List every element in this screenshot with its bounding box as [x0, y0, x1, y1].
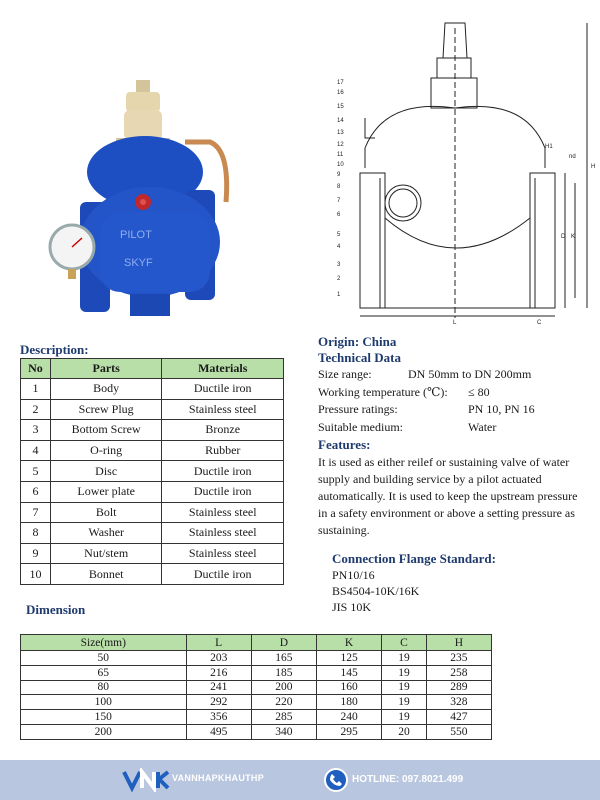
label-12: 12: [337, 142, 344, 148]
cell: 150: [21, 710, 187, 725]
cell: 550: [426, 724, 491, 739]
label-5: 5: [337, 232, 341, 238]
cell: Ductile iron: [162, 564, 284, 585]
parts-table-header: [21, 359, 284, 379]
cell: Ductile iron: [162, 481, 284, 502]
cell: 19: [382, 695, 427, 710]
cell: 50: [21, 651, 187, 666]
dim-H: H: [591, 164, 596, 170]
cell: 19: [382, 665, 427, 680]
col-header-size: Size(mm): [21, 635, 187, 651]
valve-photo: [40, 62, 290, 327]
table-row: [21, 543, 284, 564]
cell: 427: [426, 710, 491, 725]
cell: O-ring: [50, 440, 162, 461]
cell: 241: [186, 680, 251, 695]
dim-H1: H1: [545, 144, 553, 150]
cell: 289: [426, 680, 491, 695]
tech-value: Water: [468, 419, 497, 434]
cell: 165: [251, 651, 316, 666]
cell: Bottom Screw: [50, 420, 162, 441]
label-14: 14: [337, 118, 344, 124]
cell: 8: [21, 523, 51, 544]
cell: 285: [251, 710, 316, 725]
label-13: 13: [337, 130, 344, 136]
brand-name[interactable]: VANNHAPKHAUTHP: [172, 773, 265, 783]
tech-label: Suitable medium:: [318, 419, 403, 434]
features-line: It is used as either reilef or sustaining valve of water: [318, 455, 570, 469]
cell: 20: [382, 724, 427, 739]
cell: Ductile iron: [162, 379, 284, 400]
cell: 258: [426, 665, 491, 680]
label-2: 2: [337, 276, 341, 282]
cell: 295: [316, 724, 381, 739]
label-11: 11: [337, 152, 344, 158]
col-header-no: No: [21, 359, 51, 379]
technical-data: [318, 366, 600, 436]
features-heading: Features:: [318, 437, 371, 452]
label-8: 8: [337, 184, 341, 190]
cell: 356: [186, 710, 251, 725]
table-row: [21, 420, 284, 441]
footer-bar: [0, 760, 600, 800]
connection-item: BS4504-10K/16K: [332, 584, 420, 598]
dim-C: C: [537, 320, 542, 326]
dim-D: D: [561, 234, 566, 240]
cell: Disc: [50, 461, 162, 482]
cell: 5: [21, 461, 51, 482]
technical-drawing: [325, 18, 600, 328]
tech-value: DN 50mm to DN 200mm: [408, 367, 532, 381]
cell: 9: [21, 543, 51, 564]
tech-row: [318, 419, 600, 437]
cell: Stainless steel: [162, 399, 284, 420]
label-16: 16: [337, 90, 344, 96]
origin: Origin: China: [318, 334, 397, 349]
cell: 180: [316, 695, 381, 710]
label-1: 1: [337, 292, 341, 298]
cell: Stainless steel: [162, 502, 284, 523]
table-row: [21, 695, 492, 710]
cell: 1: [21, 379, 51, 400]
features-line: supply and building service by a pilot actuated: [318, 472, 542, 486]
table-row: [21, 710, 492, 725]
tech-value: ≤ 80: [468, 384, 490, 399]
cell: 80: [21, 680, 187, 695]
cell: Stainless steel: [162, 523, 284, 544]
connection-item: PN10/16: [332, 568, 375, 582]
table-row: [21, 564, 284, 585]
col-header-K: K: [316, 635, 381, 651]
body-casting-text-2: SKYF: [124, 257, 153, 269]
cell: 4: [21, 440, 51, 461]
cell: Bonnet: [50, 564, 162, 585]
cell: 340: [251, 724, 316, 739]
table-row: [21, 379, 284, 400]
cell: 216: [186, 665, 251, 680]
label-9: 9: [337, 172, 341, 178]
cell: 65: [21, 665, 187, 680]
cell: Washer: [50, 523, 162, 544]
phone-icon[interactable]: [324, 768, 348, 792]
cell: 292: [186, 695, 251, 710]
cell: Lower plate: [50, 481, 162, 502]
cell: Stainless steel: [162, 543, 284, 564]
table-row: [21, 523, 284, 544]
body-casting-text: PILOT: [120, 229, 152, 241]
cell: 240: [316, 710, 381, 725]
col-header-parts: Parts: [50, 359, 162, 379]
features-line: in a safety environment or above a setting pressure as: [318, 506, 575, 520]
cell: 7: [21, 502, 51, 523]
cell: 10: [21, 564, 51, 585]
label-3: 3: [337, 262, 341, 268]
cell: 6: [21, 481, 51, 502]
cell: 3: [21, 420, 51, 441]
cell: Body: [50, 379, 162, 400]
brand-logo-icon[interactable]: [122, 768, 170, 792]
cell: Bolt: [50, 502, 162, 523]
col-header-H: H: [426, 635, 491, 651]
table-row: [21, 680, 492, 695]
dim-K: K: [571, 234, 576, 240]
label-15: 15: [337, 104, 344, 110]
table-row: [21, 461, 284, 482]
hotline-text[interactable]: HOTLINE: 097.8021.499: [352, 774, 464, 785]
tech-value: PN 10, PN 16: [468, 402, 535, 416]
col-header-C: C: [382, 635, 427, 651]
tech-row: [318, 366, 600, 384]
col-header-D: D: [251, 635, 316, 651]
connection-list: [332, 567, 419, 615]
table-row: [21, 481, 284, 502]
features-line: sustaining.: [318, 523, 370, 537]
label-7: 7: [337, 198, 341, 204]
cell: 220: [251, 695, 316, 710]
cell: 200: [21, 724, 187, 739]
cell: 328: [426, 695, 491, 710]
table-row: [21, 724, 492, 739]
cell: 235: [426, 651, 491, 666]
cell: 160: [316, 680, 381, 695]
connection-item: JIS 10K: [332, 600, 372, 614]
cell: Rubber: [162, 440, 284, 461]
parts-table: [20, 358, 284, 585]
features-line: automatically. It is used to keep the upstream pressure: [318, 489, 578, 503]
cell: 2: [21, 399, 51, 420]
dimension-table-header: [21, 635, 492, 651]
cell: 203: [186, 651, 251, 666]
table-row: [21, 651, 492, 666]
cell: 19: [382, 710, 427, 725]
connection-heading: Connection Flange Standard:: [332, 551, 496, 566]
cell: Nut/stem: [50, 543, 162, 564]
tech-row: [318, 384, 600, 402]
dim-nd: nd: [569, 154, 576, 160]
description-heading: Description:: [20, 342, 89, 357]
features-text: [318, 454, 600, 539]
table-row: [21, 440, 284, 461]
drawing-labels: [337, 80, 595, 326]
dimension-table: [20, 634, 492, 740]
dim-L: L: [453, 320, 457, 326]
label-10: 10: [337, 162, 344, 168]
cell: Ductile iron: [162, 461, 284, 482]
technical-heading: Technical Data: [318, 350, 401, 365]
tech-label: Size range:: [318, 367, 372, 381]
col-header-materials: Materials: [162, 359, 284, 379]
dimension-heading: Dimension: [26, 602, 86, 617]
tech-row: [318, 401, 600, 419]
cell: 145: [316, 665, 381, 680]
cell: Screw Plug: [50, 399, 162, 420]
table-row: [21, 399, 284, 420]
cell: 100: [21, 695, 187, 710]
label-6: 6: [337, 212, 341, 218]
col-header-L: L: [186, 635, 251, 651]
table-row: [21, 502, 284, 523]
label-4: 4: [337, 244, 341, 250]
tech-label: Pressure ratings:: [318, 402, 398, 416]
table-row: [21, 665, 492, 680]
cell: 19: [382, 680, 427, 695]
label-17: 17: [337, 80, 344, 86]
cell: 125: [316, 651, 381, 666]
cell: 200: [251, 680, 316, 695]
cell: 495: [186, 724, 251, 739]
cell: Bronze: [162, 420, 284, 441]
cell: 19: [382, 651, 427, 666]
cell: 185: [251, 665, 316, 680]
tech-label: Working temperature (℃):: [318, 384, 448, 399]
